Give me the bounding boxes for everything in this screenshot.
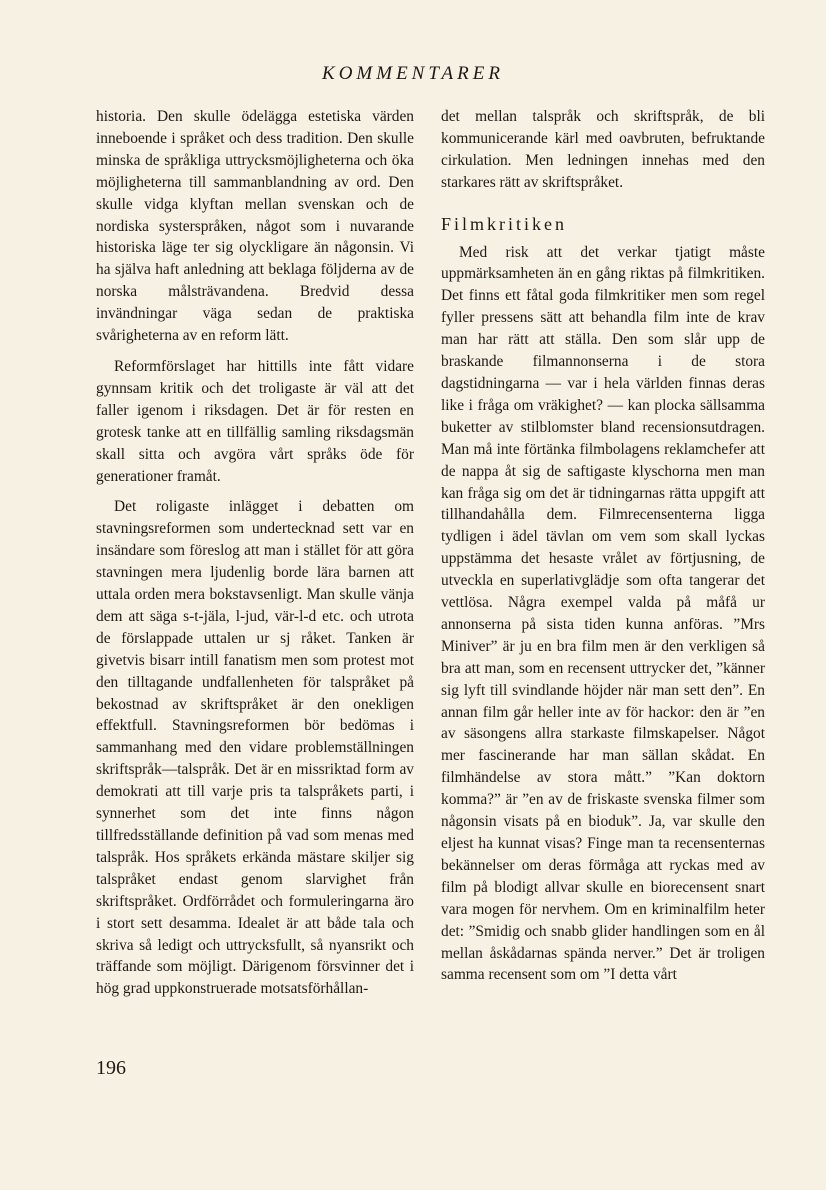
right-paragraph-1: Med risk att det verkar tjatigt måste uppmärksamheten än en gång riktas på filmkritiken. Det finns ett fåtal goda filmkritiker men som regel fyller pressens sätt att behandla film inte de krav man har rätt att ställa. Den som slår upp de braskande filmannonserna i de stora dagstidningarna — var i hela världen finnas deras like i fråga om vräkighet? — kan plocka sällsamma buketter av stilblomster bland recensionsutdragen. Man må inte förtänka filmbolagens reklamchefer att de nappa åt sig de saftigaste klyschorna men man kan fråga sig om det är tidningarnas rätta uppgift att tillhandahålla dem. Filmrecensenterna ligga tydligen i ädel tävlan om vem som skall lyckas uppstämma det hesaste vrålet av förtjusning, de utveckla en superlativglädje som ofta tangerar det vettlösa. Några exempel valda på måfå ur annonserna på sista tiden kunna anföras. ”Mrs Miniver” är ju en bra film men är den verkligen så bra att man, som en recensent uttrycker det, ”känner sig lyft till svindlande höjder när man sett den”. En annan film går heller inte av för hackor: den är ”en av säsongens allra starkaste filmskapelser. Något mer fascinerande har man sällan skådat. En filmhändelse av stora mått.” ”Kan doktorn komma?” är ”en av de friskaste svenska filmer som någonsin visats på en bioduk”. Ja, var skulle den eljest ha kunnat visas? Finge man ta recensenternas bekännelser om deras förmåga att ryckas med av film på blodigt allvar skulle en biorecensent snart vara mogen för nervhem. Om en kriminalfilm heter det: ”Smidig och snabb glider handlingen som en ål mellan åskådarnas spända nerver.” Det är troligen samma recensent som om ”I detta vårt — [441, 243, 765, 984]
left-paragraph-2: Reformförslaget har hittills inte fått vidare gynnsam kritik och det troligaste är väl att det faller igenom i riksdagen. Det är för resten en grotesk tanke att en tillfällig samling riksdagsmän skall sitta och avgöra vårt språks öde för generationer framåt. — [96, 357, 414, 485]
left-paragraph-1: historia. Den skulle ödelägga estetiska värden inneboende i språket och dess tradition. Den skulle minska de språkliga uttrycksmöjligheterna och öka möjligheterna till sammanblandning av ord. Den skulle vidga klyftan mellan svenskan och de nordiska systerspråken, något som i nuvarande historiska läge ter sig olyckligare än någonsin. Vi ha själva haft anledning att beklaga följderna av de norska målsträvandena. Bredvid dessa invändningar väga sedan de praktiska svårigheterna av en reform lätt. — [96, 108, 414, 345]
left-paragraph-3: Det roligaste inlägget i debatten om stavningsreformen som undertecknad sett var en insändare som föreslog att man i stället för att göra stavningen mera ljudenlig borde lära barnen att uttala orden mera bokstavsenligt. Man skulle vänja dem att säga s-t-jäla, l-jud, vär-l-d etc. och utrota de förslappade uttalen ur sj råket. Tanken är givetvis bisarr intill fanatism men som protest mot den tilltagande undfallenheten för talspråket på bekostnad av skriftspråket är den onekligen effektfull. Stavningsreformen bör bedömas i sammanhang med den vidare problemställningen skriftspråk—talspråk. Det är en missriktad form av demokrati att till varje pris ta talspråkets parti, i synnerhet som det inte finns någon tillfredsställande definition på vad som menas med talspråk. Hos språkets erkända mästare skiljer sig talspråket endast genom slarvighet från skriftspråket. Ordförrådet och formuleringarna äro i stort sett desamma. Idealet är att både tala och skriva så ledigt och uttrycksfullt, så nyansrikt och träffande som möjligt. Därigenom försvinner det i hög grad uppkonstruerade motsatsförhållan- — [96, 498, 414, 998]
left-column — [96, 106, 414, 1000]
page-number: 196 — [96, 1057, 126, 1079]
right-continuation-paragraph: det mellan talspråk och skriftspråk, de bli kommunicerande kärl med oavbruten, befruktande cirkulation. Men ledningen innehas med den starkares rätt av skriftspråket. — [441, 108, 765, 191]
section-heading-filmkritiken: Filmkritiken — [441, 213, 567, 234]
right-column — [441, 106, 765, 986]
running-head: KOMMENTARER — [322, 63, 504, 84]
